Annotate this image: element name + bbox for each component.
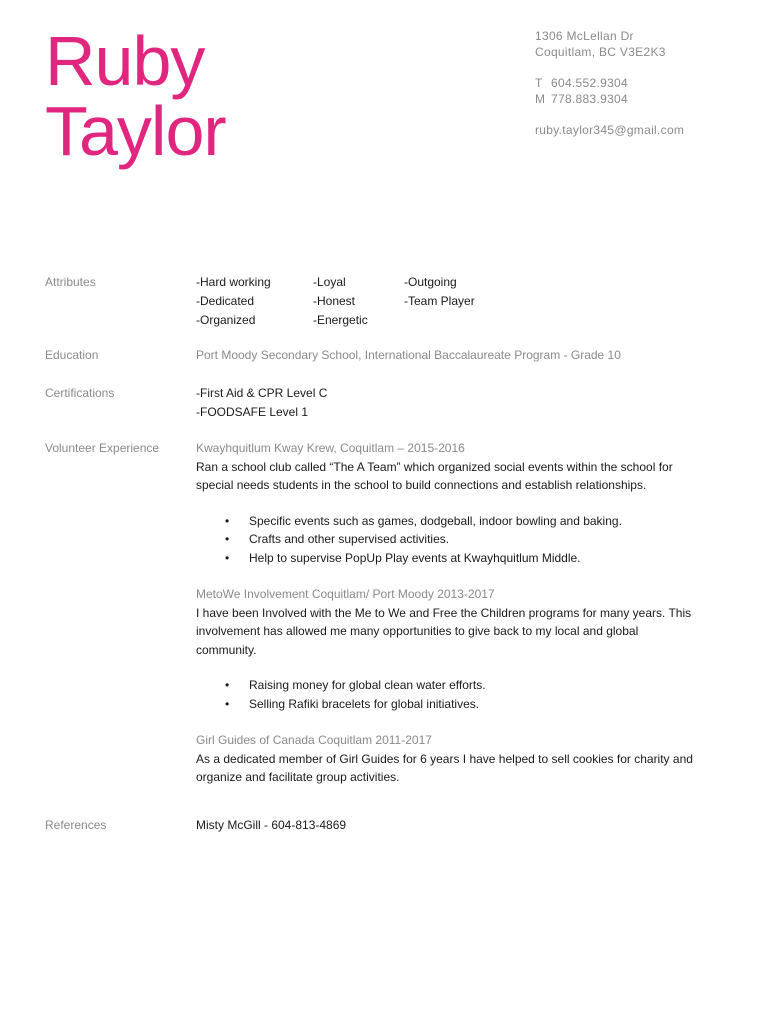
entry-title: MetoWe Involvement Coquitlam/ Port Moody 2013-2017: [196, 587, 495, 601]
entry-description-line: Ran a school club called “The A Team” which organized social events within the school for: [196, 459, 673, 474]
phone-home-label: T: [535, 76, 543, 90]
list-item-text: Specific events such as games, dodgeball, indoor bowling and baking.: [249, 513, 622, 528]
volunteer-entries: [196, 439, 736, 787]
references-label: References: [45, 818, 107, 832]
bullet-icon: •: [225, 696, 230, 711]
list-item-text: Crafts and other supervised activities.: [249, 532, 450, 546]
entry-description-line: I have been Involved with the Me to We and Free the Children programs for many years. This: [196, 605, 692, 620]
certification-item: -First Aid & CPR Level C: [196, 386, 328, 400]
certifications-list: [196, 384, 736, 421]
list-item-text: Help to supervise PopUp Play events at Kwayhquitlum Middle.: [249, 550, 581, 565]
attribute-item: -Honest: [313, 294, 356, 308]
attributes-column-3: [404, 273, 475, 311]
phone-mobile-label: M: [535, 92, 546, 106]
entry-description-line: involvement has allowed me many opportunities to give back to my local and global: [196, 624, 639, 638]
last-name: Taylor: [45, 92, 226, 170]
entry-title: Kwayhquitlum Kway Krew, Coquitlam – 2015-2016: [196, 441, 465, 455]
certifications-label: Certifications: [45, 386, 115, 400]
list-item: [196, 512, 736, 531]
certification-item: -FOODSAFE Level 1: [196, 404, 309, 419]
attribute-item: -Hard working: [196, 275, 271, 289]
candidate-name: [45, 22, 226, 170]
list-item-text: Selling Rafiki bracelets for global initiatives.: [249, 696, 480, 711]
attribute-item: -Organized: [196, 313, 256, 327]
address-line-2: Coquitlam, BC V3E2K3: [535, 45, 666, 59]
phone-mobile: [535, 91, 684, 107]
attribute-item: -Dedicated: [196, 294, 255, 308]
bullet-icon: •: [225, 550, 230, 565]
education-text: Port Moody Secondary School, International Baccalaureate Program - Grade 10: [196, 348, 621, 362]
volunteer-entry-girl-guides: [196, 731, 736, 787]
attribute-item: -Outgoing: [404, 275, 457, 289]
phone-home-value: 604.552.9304: [551, 76, 629, 90]
entry-description-line: community.: [196, 642, 257, 657]
attributes-column-1: [196, 273, 271, 330]
list-item: [196, 695, 736, 714]
attribute-item: -Team Player: [404, 294, 475, 308]
entry-description-line: organize and facilitate group activities.: [196, 770, 400, 784]
education-label: Education: [45, 348, 99, 362]
attribute-item: -Energetic: [313, 313, 368, 327]
entry-description-line: As a dedicated member of Girl Guides for 6 years I have helped to sell cookies for charity and: [196, 751, 693, 766]
attributes-label: Attributes: [45, 275, 96, 289]
email[interactable]: ruby.taylor345@gmail.com: [535, 123, 685, 137]
bullet-icon: •: [225, 532, 230, 546]
phone-mobile-value: 778.883.9304: [551, 92, 629, 106]
list-item: [196, 676, 736, 695]
entry-bullet-list: [196, 512, 736, 568]
contact-block: [535, 28, 684, 138]
phone-home: [535, 75, 684, 91]
attributes-column-2: [313, 273, 368, 330]
entry-description-line: special needs students in the school to build connections and establish relationships.: [196, 478, 647, 492]
address-line-1: 1306 McLellan Dr: [535, 29, 634, 43]
first-name: Ruby: [45, 22, 205, 100]
attribute-item: -Loyal: [313, 275, 346, 289]
volunteer-label: Volunteer Experience: [45, 441, 160, 455]
list-item: [196, 549, 736, 568]
entry-title: Girl Guides of Canada Coquitlam 2011-2017: [196, 733, 432, 747]
volunteer-entry-metowe: [196, 585, 736, 713]
list-item: [196, 530, 736, 549]
list-item-text: Raising money for global clean water efforts.: [249, 678, 486, 692]
bullet-icon: •: [225, 513, 230, 528]
volunteer-entry-kwayhquitlum: [196, 439, 736, 567]
bullet-icon: •: [225, 678, 230, 692]
entry-bullet-list: [196, 676, 736, 713]
references-text: Misty McGill - 604-813-4869: [196, 818, 347, 832]
